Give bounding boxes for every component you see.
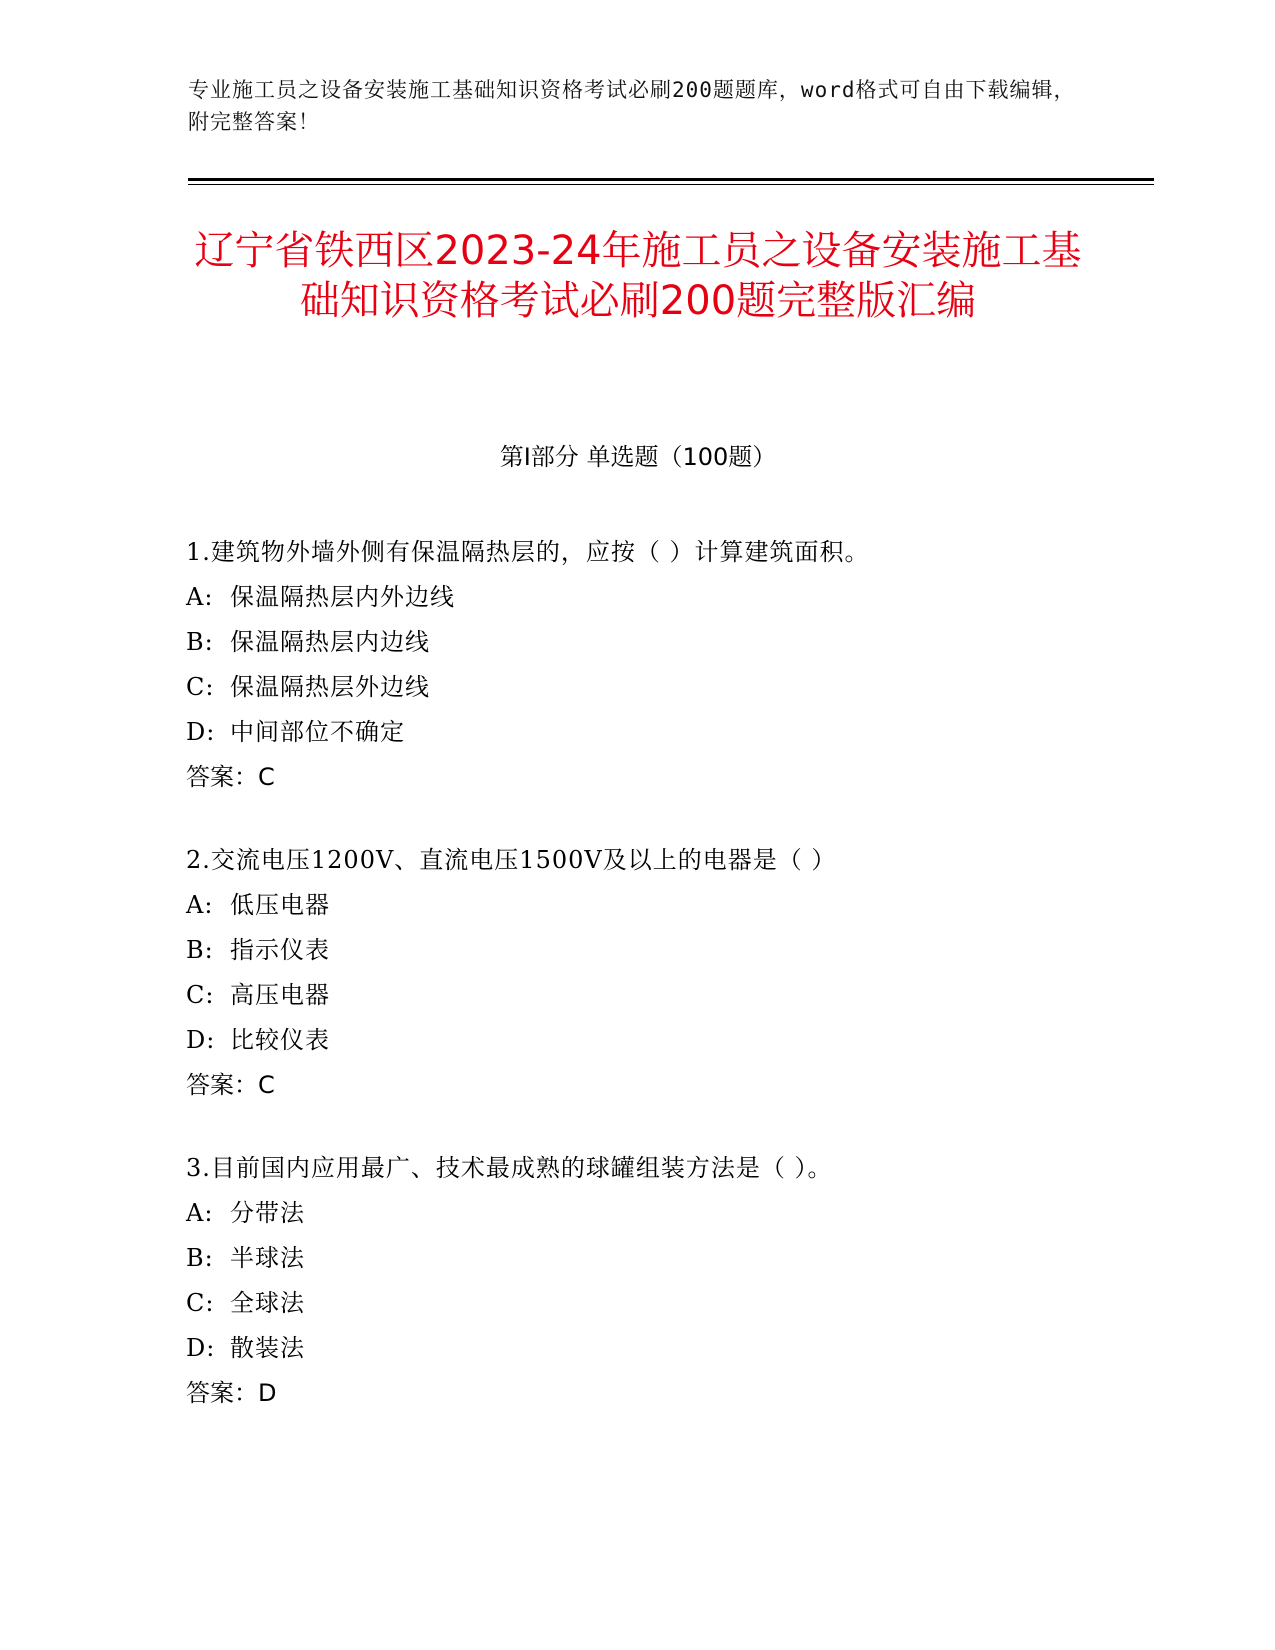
question-list: [186, 530, 1146, 1454]
option-label: B:: [186, 1244, 214, 1272]
header-rule-thick: [188, 178, 1154, 181]
option-text: 高压电器: [230, 981, 330, 1009]
option-c: [186, 665, 1146, 710]
option-label: C:: [186, 673, 215, 701]
option-label: A:: [186, 1199, 214, 1227]
document-title: 辽宁省铁西区2023-24年施工员之设备安装施工基础知识资格考试必刷200题完整版汇编: [194, 228, 1082, 324]
option-text: 比较仪表: [230, 1026, 330, 1054]
option-c: [186, 1281, 1146, 1326]
option-text: 保温隔热层外边线: [230, 673, 430, 701]
option-d: [186, 1326, 1146, 1371]
option-text: 低压电器: [230, 891, 330, 919]
option-label: A:: [186, 891, 214, 919]
option-label: D:: [186, 718, 216, 746]
option-b: [186, 928, 1146, 973]
option-a: [186, 1191, 1146, 1236]
option-b: [186, 620, 1146, 665]
option-label: A:: [186, 583, 214, 611]
option-text: 保温隔热层内外边线: [230, 583, 455, 611]
answer-line: 答案：C: [186, 1071, 275, 1099]
option-a: [186, 883, 1146, 928]
header-note: 专业施工员之设备安装施工基础知识资格考试必刷200题题库，word格式可自由下载编辑，附完整答案！: [188, 78, 1076, 134]
option-text: 散装法: [230, 1334, 305, 1362]
option-b: [186, 1236, 1146, 1281]
section-heading: 第Ⅰ部分 单选题（100题）: [499, 443, 777, 471]
option-text: 分带法: [230, 1199, 305, 1227]
option-d: [186, 710, 1146, 755]
option-label: C:: [186, 981, 215, 1009]
option-d: [186, 1018, 1146, 1063]
question-stem: 1.建筑物外墙外侧有保温隔热层的，应按（ ）计算建筑面积。: [186, 538, 870, 566]
question-1: [186, 530, 1146, 800]
option-label: C:: [186, 1289, 215, 1317]
option-c: [186, 973, 1146, 1018]
answer-line: 答案：D: [186, 1379, 277, 1407]
option-label: D:: [186, 1334, 216, 1362]
question-stem: 2.交流电压1200V、直流电压1500V及以上的电器是（ ）: [186, 846, 837, 874]
question-2: [186, 838, 1146, 1108]
question-stem: 3.目前国内应用最广、技术最成熟的球罐组装方法是（ ）。: [186, 1154, 833, 1182]
option-label: B:: [186, 936, 214, 964]
header-rule-thin: [188, 184, 1154, 185]
option-text: 保温隔热层内边线: [230, 628, 430, 656]
option-text: 全球法: [230, 1289, 305, 1317]
option-a: [186, 575, 1146, 620]
option-text: 中间部位不确定: [230, 718, 405, 746]
option-label: B:: [186, 628, 214, 656]
option-text: 半球法: [230, 1244, 305, 1272]
answer-line: 答案：C: [186, 763, 275, 791]
option-text: 指示仪表: [230, 936, 330, 964]
option-label: D:: [186, 1026, 216, 1054]
question-3: [186, 1146, 1146, 1416]
